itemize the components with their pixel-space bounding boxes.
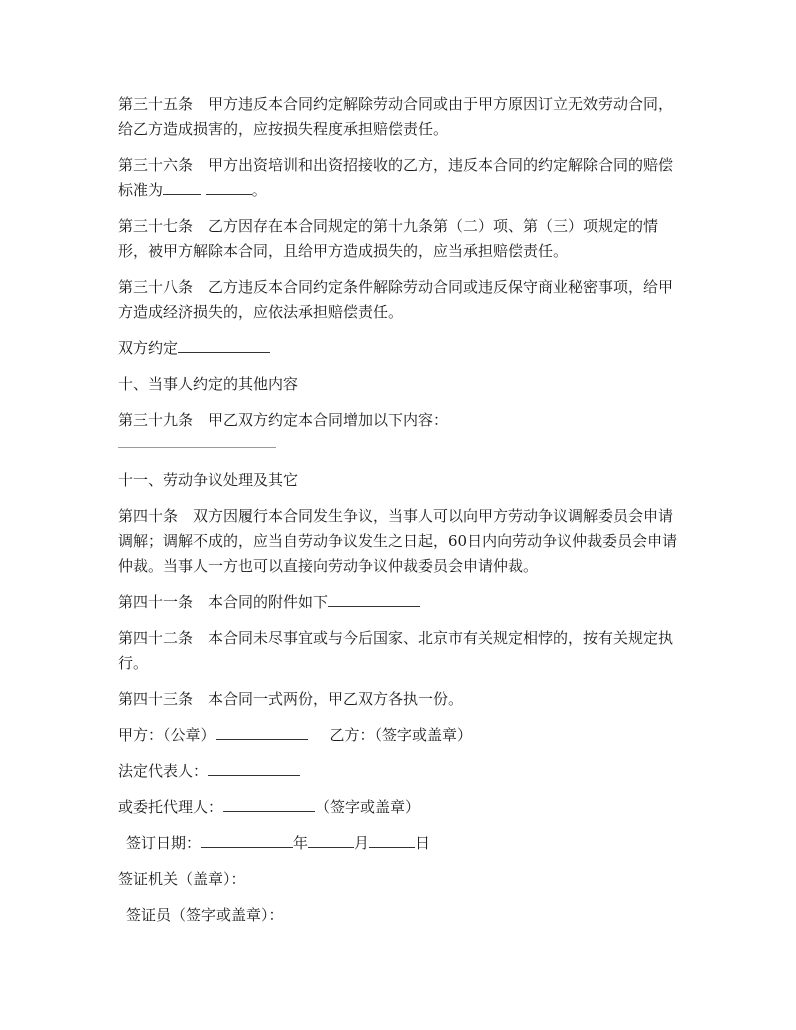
year-label: 年 xyxy=(293,834,309,852)
signing-date-label: 签订日期： xyxy=(126,834,202,852)
article-40: 第四十条 双方因履行本合同发生争议，当事人可以向甲方劳动争议调解委员会申请调解；调解不成的，应当自劳动争议发生之日起，60日内向劳动争议仲裁委员会申请仲裁。当事人一方也可以直接向劳动争议仲裁委员会申请仲裁。 xyxy=(118,507,678,575)
article-43: 第四十三条 本合同一式两份，甲乙双方各执一份。 xyxy=(118,690,464,708)
article-36 xyxy=(118,153,684,203)
mutual-agreement-blank xyxy=(178,340,270,353)
section-11-heading: 十一、劳动争议处理及其它 xyxy=(118,471,299,489)
day-label: 日 xyxy=(415,834,431,852)
party-a-label: 甲方：（公章） xyxy=(118,726,216,744)
authorized-agent xyxy=(118,795,684,820)
legal-rep-blank xyxy=(208,763,300,776)
party-b-label: 乙方：（签字或盖章） xyxy=(329,726,473,744)
compensation-blank-2 xyxy=(206,182,252,195)
agent-blank xyxy=(223,799,315,812)
legal-representative xyxy=(118,759,684,784)
article-39: 第三十九条 甲乙双方约定本合同增加以下内容： xyxy=(118,411,449,429)
article-42: 第四十二条 本合同未尽事宜或与今后国家、北京市有关规定相悖的，按有关规定执行。 xyxy=(118,629,674,672)
article-38: 第三十八条 乙方违反本合同约定条件解除劳动合同或违反保守商业秘密事项，给甲方造成经济损失的，应依法承担赔偿责任。 xyxy=(118,278,674,321)
party-signatures xyxy=(118,723,684,748)
mutual-agreement xyxy=(118,336,684,361)
certifying-officer: 签证员（签字或盖章）： xyxy=(126,906,284,924)
section-10-heading: 十、当事人约定的其他内容 xyxy=(118,375,299,393)
day-blank xyxy=(369,835,415,848)
article-37: 第三十七条 乙方因存在本合同规定的第十九条第（二）项、第（三）项规定的情形，被甲方解除本合同，且给甲方造成损失的，应当承担赔偿责任。 xyxy=(118,217,659,260)
article-36-end: 。 xyxy=(251,181,267,199)
article-41-text: 第四十一条 本合同的附件如下 xyxy=(118,593,329,611)
attachments-blank xyxy=(328,594,420,607)
article-41 xyxy=(118,590,684,615)
year-blank xyxy=(201,835,293,848)
agent-label: 或委托代理人： xyxy=(118,798,224,816)
month-label: 月 xyxy=(354,834,370,852)
additional-content-line xyxy=(118,447,276,448)
month-blank xyxy=(308,835,354,848)
agent-suffix: （签字或盖章） xyxy=(315,798,421,816)
article-36-text: 第三十六条 甲方出资培训和出资招接收的乙方，违反本合同的约定解除合同的赔偿标准为 xyxy=(118,156,674,199)
mutual-agreement-label: 双方约定 xyxy=(118,339,179,357)
compensation-blank-1 xyxy=(163,182,201,195)
signing-date xyxy=(118,831,684,856)
article-35: 第三十五条 甲方违反本合同约定解除劳动合同或由于甲方原因订立无效劳动合同，给乙方造成损害的，应按损失程度承担赔偿责任。 xyxy=(118,95,674,138)
certifying-authority: 签证机关（盖章）： xyxy=(118,870,246,888)
legal-rep-label: 法定代表人： xyxy=(118,762,209,780)
contract-page xyxy=(118,92,684,928)
party-a-blank xyxy=(216,727,308,740)
